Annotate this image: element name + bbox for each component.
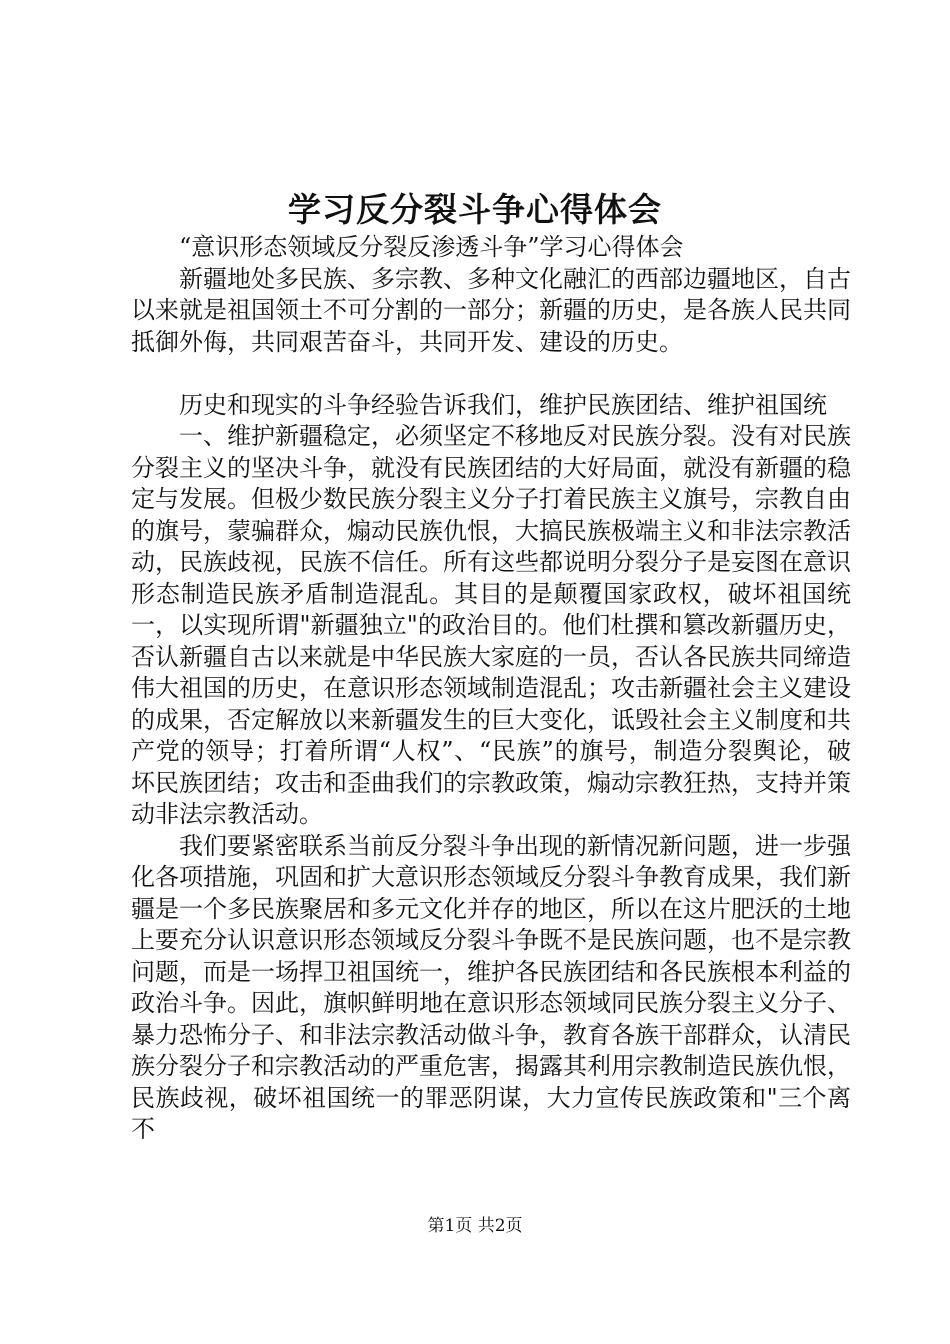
body-paragraph: 新疆地处多民族、多宗教、多种文化融汇的西部边疆地区，自古以来就是祖国领土不可分割的一部分；新疆的历史，是各族人民共同抵御外侮，共同艰苦奋斗，共同开发、建设的历史。: [131, 264, 851, 356]
subtitle-paragraph: “意识形态领域反分裂反渗透斗争”学习心得体会: [179, 233, 684, 261]
page-number-footer: 第1页 共2页: [427, 1216, 523, 1236]
body-paragraph: 我们要紧密联系当前反分裂斗争出现的新情况新问题，进一步强化各项措施，巩固和扩大意识形态领域反分裂斗争教育成果，我们新疆是一个多民族聚居和多元文化并存的地区，所以在这片肥沃的土地上要充分认识意识形态领域反分裂斗争既不是民族问题，也不是宗教问题，而是一场捍卫祖国统一，维护各民族团结和各民族根本利益的政治斗争。因此，旗帜鲜明地在意识形态领域同民族分裂主义分子、暴力恐怖分子、和非法宗教活动做斗争，教育各族干部群众，认清民族分裂分子和宗教活动的严重危害，揭露其利用宗教制造民族仇恨，民族歧视，破坏祖国统一的罪恶阴谋，大力宣传民族政策和"三个离不: [131, 831, 851, 1143]
body-paragraph: 一、维护新疆稳定，必须坚定不移地反对民族分裂。没有对民族分裂主义的坚决斗争，就没有民族团结的大好局面，就没有新疆的稳定与发展。但极少数民族分裂主义分子打着民族主义旗号，宗教自由的旗号，蒙骗群众，煽动民族仇恨，大搞民族极端主义和非法宗教活动，民族歧视，民族不信任。所有这些都说明分裂分子是妄图在意识形态制造民族矛盾制造混乱。其目的是颠覆国家政权，破坏祖国统一，以实现所谓"新疆独立"的政治目的。他们杜撰和篡改新疆历史，否认新疆自古以来就是中华民族大家庭的一员，否认各民族共同缔造伟大祖国的历史，在意识形态领域制造混乱；攻击新疆社会主义建设的成果，否定解放以来新疆发生的巨大变化，诋毁社会主义制度和共产党的领导；打着所谓“人权”、“民族”的旗号，制造分裂舆论，破坏民族团结；攻击和歪曲我们的宗教政策，煽动宗教狂热，支持并策动非法宗教活动。: [131, 422, 851, 828]
document-title: 学习反分裂斗争心得体会: [288, 190, 662, 229]
document-body: [131, 232, 851, 1146]
body-paragraph: 历史和现实的斗争经验告诉我们，维护民族团结、维护祖国统: [179, 390, 827, 419]
